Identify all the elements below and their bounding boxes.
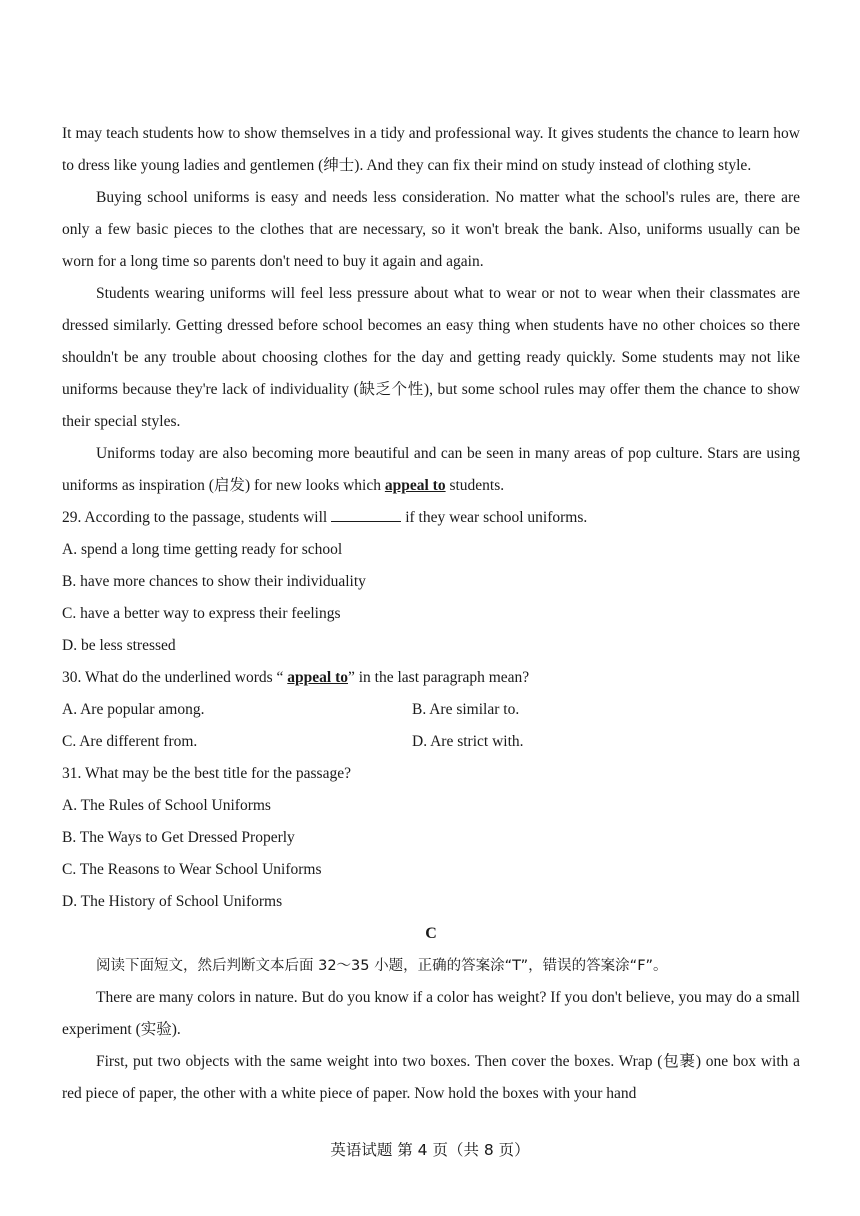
question-30-options-row-2 [62, 726, 800, 758]
question-31-stem: 31. What may be the best title for the passage? [62, 765, 351, 782]
question-29-option-d: D. be less stressed [62, 637, 176, 654]
question-29-stem-before: 29. According to the passage, students will [62, 509, 328, 526]
underlined-phrase: appeal to [384, 477, 446, 494]
question-30 [62, 662, 800, 758]
question-30-stem-after: ” in the last paragraph mean? [348, 669, 530, 686]
section-c-paragraph-1: There are many colors in nature. But do you know if a color has weight? If you don't believe, you may do a small experiment (实验). [62, 989, 800, 1038]
question-31-option-a: A. The Rules of School Uniforms [62, 797, 271, 814]
question-30-stem-before: 30. What do the underlined words “ [62, 669, 288, 686]
question-31-option-c: C. The Reasons to Wear School Uniforms [62, 861, 322, 878]
section-c-title: C [425, 925, 437, 942]
page-footer: 英语试题 第 4 页（共 8 页） [330, 1141, 530, 1159]
passage-b-paragraph-4 [62, 438, 800, 502]
passage-b-paragraph-2: Buying school uniforms is easy and needs less consideration. No matter what the school's rules are, there are only a few basic pieces to the clothes that are necessary, so it won't break the bank. Also, uniforms usually can be worn for a long time so parents don't need to buy it again and again. [62, 189, 800, 270]
question-29-stem [62, 502, 800, 534]
question-30-underlined-phrase: appeal to [287, 669, 348, 686]
section-c-instruction: 阅读下面短文，然后判断文本后面 32～35 小题，正确的答案涂“T”，错误的答案涂“F”。 [96, 958, 668, 974]
question-29 [62, 502, 800, 662]
question-29-option-b: B. have more chances to show their individuality [62, 573, 366, 590]
question-30-option-b: B. Are similar to. [412, 701, 520, 718]
question-30-option-c: C. Are different from. [62, 733, 198, 750]
answer-blank [331, 507, 401, 522]
question-29-option-c: C. have a better way to express their feelings [62, 605, 341, 622]
question-29-stem-after: if they wear school uniforms. [405, 509, 588, 526]
question-30-option-d: D. Are strict with. [412, 733, 524, 750]
question-30-option-a: A. Are popular among. [62, 701, 205, 718]
question-31 [62, 758, 800, 918]
paragraph-4-text-before: Uniforms today are also becoming more beautiful and can be seen in many areas of pop culture. Stars are using uniforms as inspiration (启发) for new looks which [62, 445, 800, 494]
question-30-stem [62, 662, 800, 694]
section-c-paragraph-2: First, put two objects with the same weight into two boxes. Then cover the boxes. Wrap (包裹) one box with a red piece of paper, the other with a white piece of paper. Now hold the boxes with your hand [62, 1053, 800, 1102]
question-29-option-a: A. spend a long time getting ready for school [62, 541, 343, 558]
paragraph-4-text-after: students. [445, 477, 505, 494]
passage-b-paragraph-3: Students wearing uniforms will feel less pressure about what to wear or not to wear when their classmates are dressed similarly. Getting dressed before school becomes an easy thing when students have no other choices so there shouldn't be any trouble about choosing clothes for the day and getting ready quickly. Some students may not like uniforms because they're lack of individuality (缺乏个性), but some school rules may offer them the chance to show their special styles. [62, 285, 800, 430]
passage-b-paragraph-1: It may teach students how to show themselves in a tidy and professional way. It gives students the chance to learn how to dress like young ladies and gentlemen (绅士). And they can fix their mind on study instead of clothing style. [62, 125, 800, 174]
question-31-option-d: D. The History of School Uniforms [62, 893, 283, 910]
question-30-options-row-1 [62, 694, 800, 726]
question-31-option-b: B. The Ways to Get Dressed Properly [62, 829, 295, 846]
